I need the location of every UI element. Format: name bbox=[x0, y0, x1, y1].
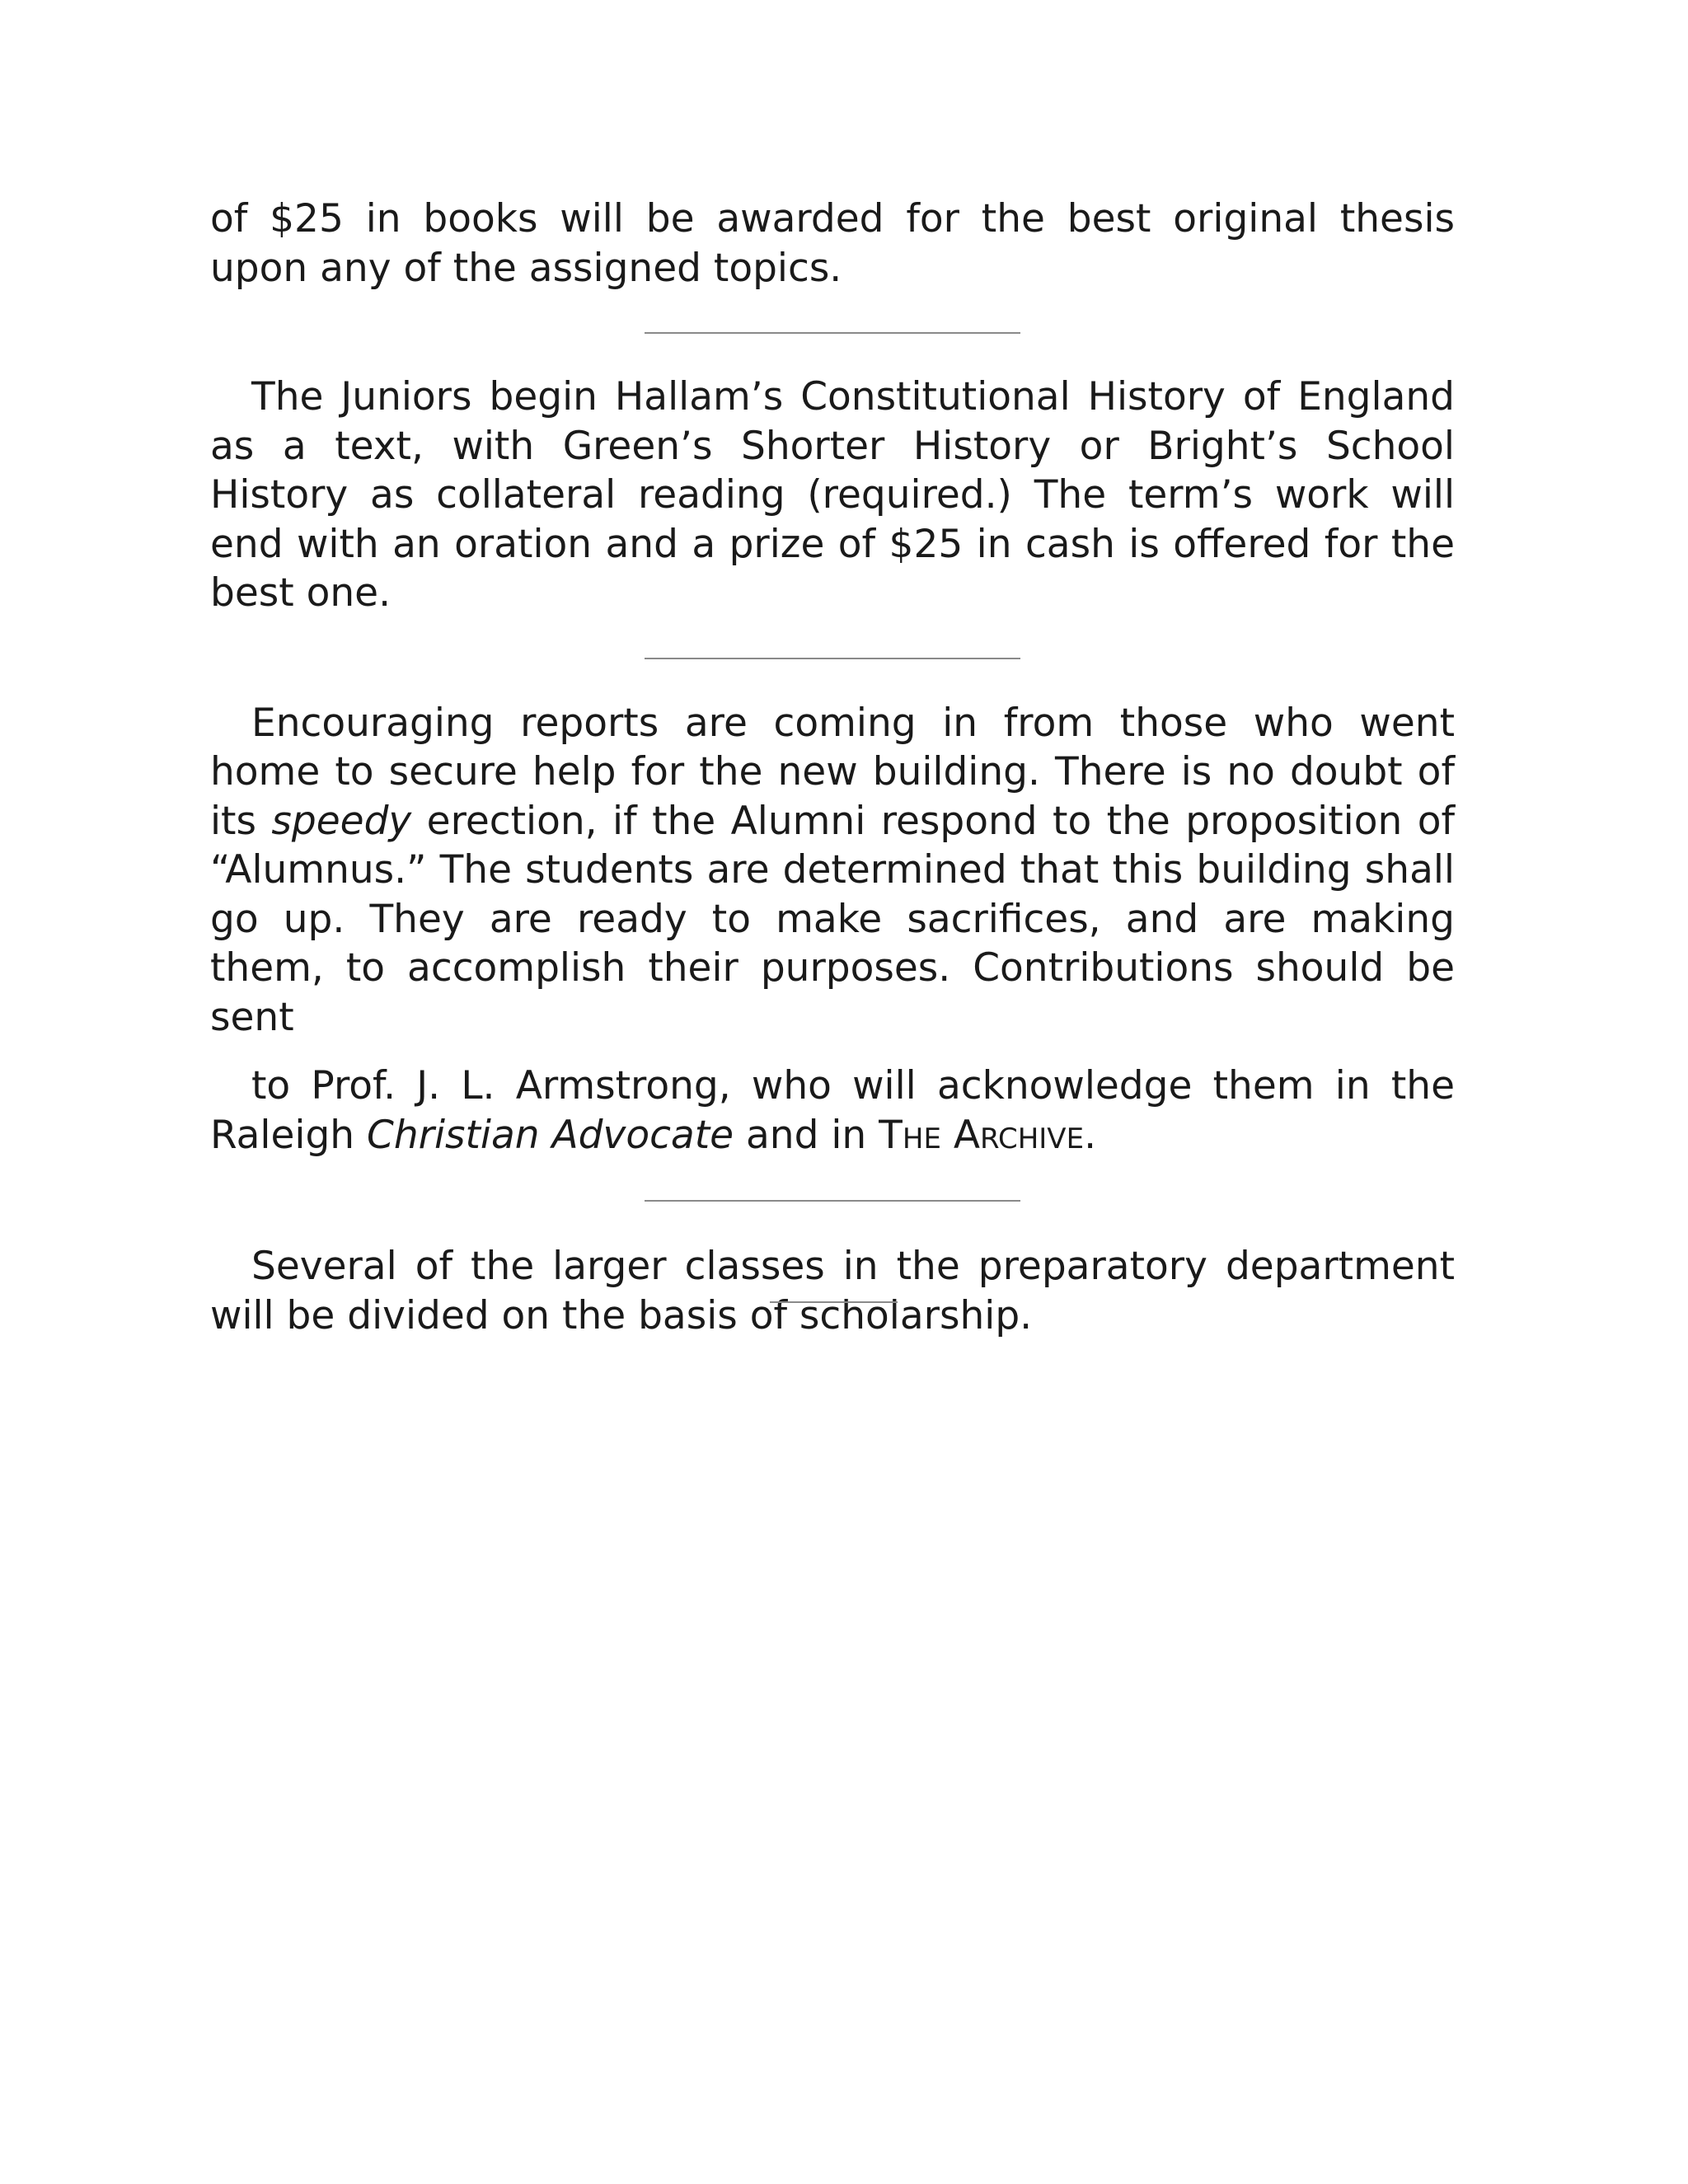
small-caps-letter: A bbox=[953, 1112, 981, 1158]
document-page bbox=[210, 194, 1455, 1340]
section-divider bbox=[645, 658, 1020, 659]
small-caps-letter: T bbox=[879, 1112, 903, 1158]
section-divider bbox=[645, 332, 1020, 334]
publication-title: Christian Advocate bbox=[367, 1112, 734, 1158]
end-of-section-rule bbox=[770, 1301, 898, 1303]
paragraph-text: and in bbox=[734, 1112, 879, 1158]
paragraph-juniors: The Juniors begin Hallam’s Constitutional History of England as a text, with Green’s Shorter History or Bright’s School History as collateral reading (required.) The term’s work will end with an oration and a prize of $25 in cash is offered for the best one. bbox=[210, 374, 1455, 616]
paragraph-text: erection, if the Alumni respond to the proposition of “Alumnus.” The students are determined that this building shall go up. They are ready to make sacrifices, and are making them, to accomplish their purposes. Contributions should be sent bbox=[210, 798, 1456, 1040]
small-caps-space bbox=[941, 1113, 954, 1158]
small-caps-letters: HE bbox=[902, 1122, 941, 1155]
paragraph-text: . bbox=[1084, 1112, 1097, 1158]
italic-emphasis: speedy bbox=[271, 798, 412, 844]
paragraph-text: to Prof. J. L. Armstrong, who will acknowledge them in the Raleigh bbox=[210, 1063, 1455, 1158]
section-divider bbox=[645, 1200, 1020, 1202]
paragraph-preparatory-classes: Several of the larger classes in the preparatory department will be divided on the basis of scholarship. bbox=[210, 1244, 1455, 1338]
paragraph-new-building bbox=[210, 699, 1455, 1043]
paragraph-text: Encouraging reports are coming in from those who went home to secure help for the new building. There is no doubt of its bbox=[210, 700, 1455, 844]
publication-name-small-caps bbox=[879, 1113, 1084, 1158]
paragraph-thesis-prize: of $25 in books will be awarded for the best original thesis upon any of the assigned topics. bbox=[210, 196, 1455, 291]
paragraph-contributions bbox=[210, 1062, 1455, 1164]
paragraph-gap bbox=[210, 1042, 1455, 1062]
small-caps-letters: RCHIVE bbox=[980, 1122, 1085, 1155]
